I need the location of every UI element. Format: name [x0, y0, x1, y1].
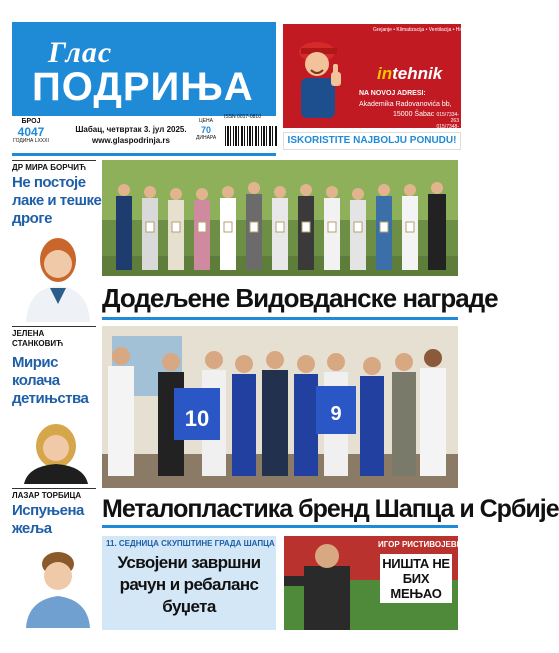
issue-year: ГОДИНА LXXXI [13, 138, 49, 144]
issue-box [12, 118, 50, 152]
masthead [12, 22, 276, 116]
council-kicker: 11. СЕДНИЦА СКУПШТИНЕ ГРАДА ШАПЦА [106, 539, 275, 548]
issue-number: 4047 [17, 125, 45, 139]
jersey-number: 10 [184, 406, 210, 431]
jersey-number: 9 [330, 403, 342, 425]
price-currency: ДИНАРА [196, 135, 217, 141]
ad-address-line2: 15000 Šabac [393, 111, 435, 118]
ad-slogan[interactable]: ISKORISTITE NAJBOLJU PONUDU! [283, 132, 461, 150]
council-headline[interactable]: Усвојени завршни рачун и ребаланс буџета [117, 553, 261, 616]
ad-phone1: 015/7334-263 [436, 112, 459, 124]
ad-phone2: 015/7348- [436, 124, 459, 130]
mascot-thumbs-up-icon [287, 32, 353, 124]
masthead-rule [12, 153, 276, 156]
barcode-icon [224, 120, 278, 150]
price-label: ЦЕНА [199, 118, 213, 124]
price-value: 70 [200, 125, 211, 135]
issue-label: БРОЈ [21, 118, 41, 125]
headline-metaloplastika[interactable]: Металопластика бренд Шапца и Србије [102, 492, 458, 528]
author-portrait-icon [18, 422, 96, 484]
dateline [56, 124, 206, 146]
igor-quote[interactable]: НИШТА НЕ БИХ МЕЊАО [380, 554, 452, 603]
council-story-box[interactable] [102, 536, 276, 630]
column-author: ЛАЗАР ТОРБИЦА [12, 488, 96, 501]
author-portrait-icon [18, 542, 96, 628]
website-link[interactable]: www.glaspodrinja.rs [92, 136, 170, 145]
column-title[interactable]: Не постоје лаке и тешке дроге [12, 174, 102, 227]
ad-address-title: NA NOVOJ ADRESI: [359, 90, 426, 97]
intehnik-ad[interactable] [283, 24, 514, 130]
headline-vidovdan-awards[interactable]: Додељене Видовданске награде [102, 280, 458, 320]
date-text: Шабац, четвртак 3. јул 2025. [75, 125, 187, 134]
columns-sidebar [12, 160, 102, 630]
ad-brand-prefix: in [377, 64, 393, 83]
logo-bottom-text: ПОДРИЊА [32, 65, 254, 109]
issn-text: ISSN 0017-0810 [224, 114, 261, 120]
ad-categories: Grejanje • Klimatizacija • Ventilacija • Hidrotehnika • Automatika [373, 27, 514, 33]
column-author: ДР МИРА БОРЧИЋ [12, 160, 96, 173]
logo-top-text: Глас [48, 36, 113, 69]
column-title[interactable]: Мирис колача детињства [12, 354, 89, 407]
author-portrait-icon [18, 230, 96, 322]
ad-brand-logo [377, 64, 442, 84]
metaloplastika-team-photo [102, 326, 458, 488]
igor-name: ИГОР РИСТИВОЈЕВИЋ: [378, 540, 473, 549]
award-ceremony-photo [102, 160, 458, 276]
column-author: ЈЕЛЕНА СТАНКОВИЋ [12, 326, 96, 349]
ad-address-line1: Akademika Radovanovića bb, [359, 101, 452, 108]
column-title[interactable]: Испуњена жеља [12, 502, 84, 537]
price-box [196, 118, 216, 142]
igor-story-box[interactable] [284, 536, 473, 630]
ad-brand-suffix: tehnik [392, 64, 443, 83]
